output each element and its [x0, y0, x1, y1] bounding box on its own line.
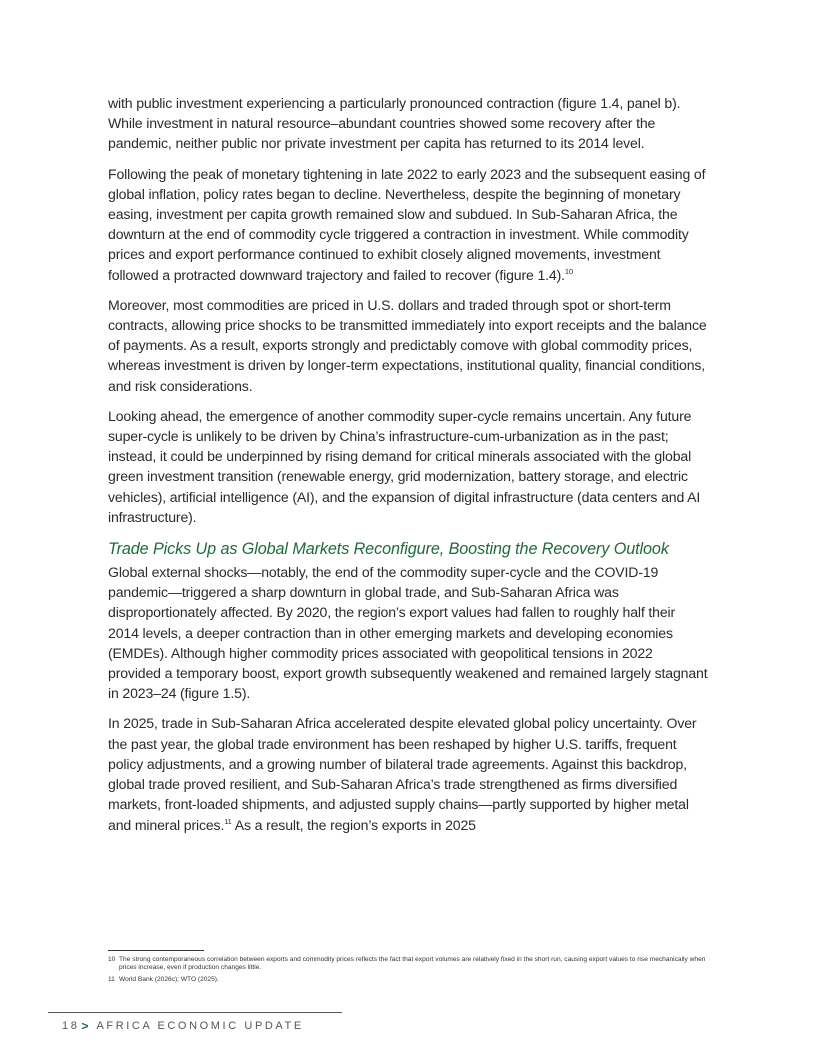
footnote-text: The strong contemporaneous correlation between exports and commodity prices reflects the fact that export volumes are relatively fixed in the short run, causing export values to rise mechanically when prices increase, even if production changes little.	[119, 956, 706, 972]
paragraph-text-continued: As a result, the region’s exports in 2025	[231, 816, 476, 833]
paragraph-super-cycle-outlook	[108, 406, 708, 527]
footnote-ref-10[interactable]: 10	[564, 266, 573, 276]
page-number: 18	[62, 1020, 80, 1032]
publication-title: AFRICA ECONOMIC UPDATE	[96, 1020, 304, 1032]
paragraph-global-shocks	[108, 562, 708, 703]
footer-divider	[48, 1012, 342, 1013]
footnote-text: World Bank (2026c); WTO (2025).	[119, 975, 219, 983]
paragraph-text: with public investment experiencing a particularly pronounced contraction (figure 1.4, panel b). While investment in natural resource–abundant countries showed some recovery after the pandemic, neither public nor private investment per capita has returned to its 2014 level.	[108, 95, 681, 152]
paragraph-trade-2025	[108, 713, 708, 834]
paragraph-investment-contraction	[108, 93, 708, 154]
footnote-number: 11	[108, 975, 115, 983]
page-footer	[48, 1012, 342, 1033]
paragraph-text: Following the peak of monetary tightening in late 2022 to early 2023 and the subsequent easing of global inflation, policy rates began to decline. Nevertheless, despite the beginning of monetary easing, investment per capita growth remained slow and subdued. In Sub-Saharan Africa, the downturn at the end of commodity cycle triggered a contraction in investment. While commodity prices and export performance continued to exhibit closely aligned movements, investment followed a protracted downward trajectory and failed to recover (figure 1.4).	[108, 165, 706, 283]
paragraph-text: In 2025, trade in Sub-Saharan Africa accelerated despite elevated global policy uncertainty. Over the past year, the global trade environment has been reshaped by higher U.S. tariffs, frequent policy adjustments, and a growing number of bilateral trade agreements. Against this backdrop, global trade proved resilient, and Sub-Saharan Africa’s trade strengthened as firms diversified markets, front-loaded shipments, and adjusted supply chains—partly supported by higher metal and mineral prices.	[108, 715, 697, 833]
footnote-11	[108, 976, 708, 984]
footer-line	[48, 1019, 342, 1033]
footnotes	[108, 950, 708, 987]
footnote-ref-11[interactable]: 11	[224, 816, 232, 826]
paragraph-monetary-tightening	[108, 164, 708, 285]
footnote-divider	[108, 950, 204, 951]
chevron-right-icon: >	[81, 1019, 89, 1033]
paragraph-commodity-pricing	[108, 295, 708, 396]
footnote-number: 10	[108, 956, 116, 963]
paragraph-text: Looking ahead, the emergence of another commodity super-cycle remains uncertain. Any future super-cycle is unlikely to be driven by China’s infrastructure-cum-urbanization as in the past; instead, it could be underpinned by rising demand for critical minerals associated with the global green investment transition (renewable energy, grid modernization, battery storage, and electric vehicles), artificial intelligence (AI), and the expansion of digital infrastructure (data centers and AI infrastructure).	[108, 407, 701, 525]
main-body	[108, 93, 708, 845]
section-heading: Trade Picks Up as Global Markets Reconfigure, Boosting the Recovery Outlook	[108, 540, 669, 559]
footnote-10	[108, 956, 708, 973]
paragraph-text: Global external shocks—notably, the end of the commodity super-cycle and the COVID-19 pandemic—triggered a sharp downturn in global trade, and Sub-Saharan Africa was disproportionately affected. By 2020, the region’s export values had fallen to roughly half their 2014 levels, a deeper contraction than in other emerging markets and developing economies (EMDEs). Although higher commodity prices associated with geopolitical tensions in 2022 provided a temporary boost, export growth subsequently weakened and remained largely stagnant in 2023–24 (figure 1.5).	[108, 564, 708, 702]
paragraph-text: Moreover, most commodities are priced in U.S. dollars and traded through spot or short-term contracts, allowing price shocks to be transmitted immediately into export receipts and the balance of payments. As a result, exports strongly and predictably comove with global commodity prices, whereas investment is driven by longer-term expectations, institutional quality, financial conditions, and risk considerations.	[108, 296, 707, 394]
